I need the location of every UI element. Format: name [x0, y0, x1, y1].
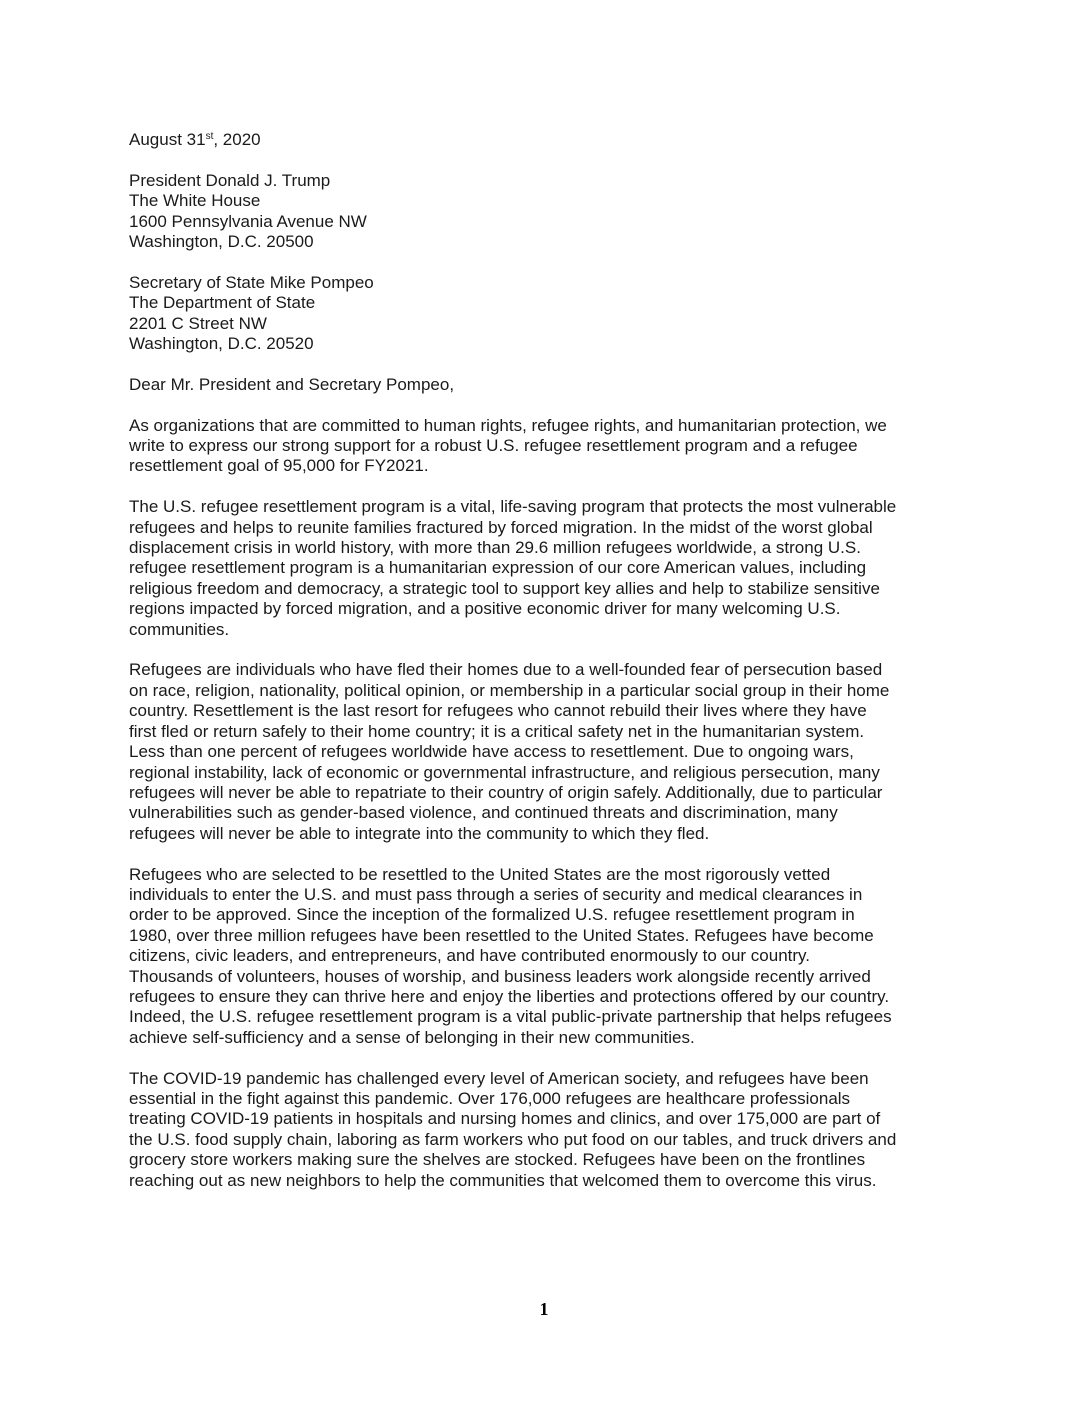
address-line: Washington, D.C. 20500	[129, 232, 314, 252]
paragraph-line: grocery store workers making sure the shelves are stocked. Refugees have been on the frontlines	[129, 1150, 866, 1170]
paragraph-line: refugee resettlement program is a humanitarian expression of our core American values, including	[129, 558, 867, 578]
paragraph-line: displacement crisis in world history, with more than 29.6 million refugees worldwide, a strong U.S.	[129, 538, 861, 558]
paragraph-line: communities.	[129, 619, 230, 639]
date-rest: , 2020	[213, 130, 261, 149]
paragraph-line: individuals to enter the U.S. and must pass through a series of security and medical clearances in	[129, 884, 863, 904]
paragraph-line: reaching out as new neighbors to help the communities that welcomed them to overcome this virus.	[129, 1170, 877, 1190]
date-prefix: August 31	[129, 130, 206, 149]
paragraph-line: Indeed, the U.S. refugee resettlement program is a vital public-private partnership that helps refugees	[129, 1007, 892, 1027]
paragraph-line: resettlement goal of 95,000 for FY2021.	[129, 456, 429, 476]
address-line: 2201 C Street NW	[129, 313, 267, 333]
paragraph-line: The U.S. refugee resettlement program is a vital, life-saving program that protects the most vulnerable	[129, 497, 897, 517]
paragraph-line: on race, religion, nationality, political opinion, or membership in a particular social group in their home	[129, 680, 890, 700]
address-line: President Donald J. Trump	[129, 170, 331, 190]
paragraph-line: refugees to ensure they can thrive here and enjoy the liberties and protections offered by our country.	[129, 986, 890, 1006]
paragraph-line: country. Resettlement is the last resort for refugees who cannot rebuild their lives where they have	[129, 701, 867, 721]
paragraph-line: regions impacted by forced migration, and a positive economic driver for many welcoming U.S.	[129, 599, 841, 619]
paragraph-3	[129, 660, 965, 844]
paragraph-line: Refugees are individuals who have fled their homes due to a well-founded fear of persecution based	[129, 660, 883, 680]
paragraph-line: order to be approved. Since the inception of the formalized U.S. refugee resettlement program in	[129, 905, 855, 925]
paragraph-line: first fled or return safely to their home country; it is a critical safety net in the humanitarian system.	[129, 721, 865, 741]
paragraph-line: treating COVID-19 patients in hospitals and nursing homes and clinics, and over 175,000 are part of	[129, 1109, 881, 1129]
paragraph-line: Refugees who are selected to be resettled to the United States are the most rigorously vetted	[129, 864, 831, 884]
address-line: The Department of State	[129, 293, 316, 313]
address-line: Secretary of State Mike Pompeo	[129, 272, 374, 292]
page-number: 1	[539, 1299, 549, 1319]
address-line: Washington, D.C. 20520	[129, 334, 314, 354]
recipient-address-secretary	[129, 273, 965, 355]
letter-body	[129, 130, 965, 1191]
paragraph-line: vulnerabilities such as gender-based violence, and continued threats and discrimination, many	[129, 803, 838, 823]
paragraph-line: The COVID-19 pandemic has challenged every level of American society, and refugees have been	[129, 1068, 869, 1088]
paragraph-4	[129, 865, 965, 1049]
letter-date	[129, 130, 965, 150]
address-line: The White House	[129, 191, 261, 211]
address-line: 1600 Pennsylvania Avenue NW	[129, 211, 367, 231]
paragraph-line: religious freedom and democracy, a strategic tool to support key allies and help to stabilize sensitive	[129, 578, 880, 598]
recipient-address-president	[129, 171, 965, 253]
paragraph-line: essential in the fight against this pandemic. Over 176,000 refugees are healthcare professionals	[129, 1088, 851, 1108]
paragraph-2	[129, 497, 965, 640]
paragraph-line: refugees will never be able to repatriate to their country of origin safely. Additionally, due to particular	[129, 782, 883, 802]
paragraph-line: Less than one percent of refugees worldwide have access to resettlement. Due to ongoing wars,	[129, 742, 854, 762]
paragraph-line: refugees will never be able to integrate into the community to which they fled.	[129, 823, 710, 843]
paragraph-line: 1980, over three million refugees have been resettled to the United States. Refugees have become	[129, 925, 874, 945]
salutation: Dear Mr. President and Secretary Pompeo,	[129, 374, 455, 394]
paragraph-line: the U.S. food supply chain, laboring as farm workers who put food on our tables, and truck drivers and	[129, 1129, 897, 1149]
date-ordinal-suffix: st	[205, 131, 214, 142]
paragraph-line: Thousands of volunteers, houses of worship, and business leaders work alongside recently arrived	[129, 966, 871, 986]
paragraph-line: citizens, civic leaders, and entrepreneurs, and have contributed enormously to our country.	[129, 946, 810, 966]
paragraph-line: As organizations that are committed to human rights, refugee rights, and humanitarian protection, we	[129, 415, 887, 435]
paragraph-line: write to express our strong support for a robust U.S. refugee resettlement program and a refugee	[129, 436, 858, 456]
paragraph-line: achieve self-sufficiency and a sense of belonging in their new communities.	[129, 1027, 695, 1047]
paragraph-line: refugees and helps to reunite families fractured by forced migration. In the midst of the worst global	[129, 517, 873, 537]
paragraph-5	[129, 1069, 965, 1191]
paragraph-1	[129, 416, 965, 477]
paragraph-line: regional instability, lack of economic or governmental infrastructure, and religious persecution, many	[129, 762, 880, 782]
